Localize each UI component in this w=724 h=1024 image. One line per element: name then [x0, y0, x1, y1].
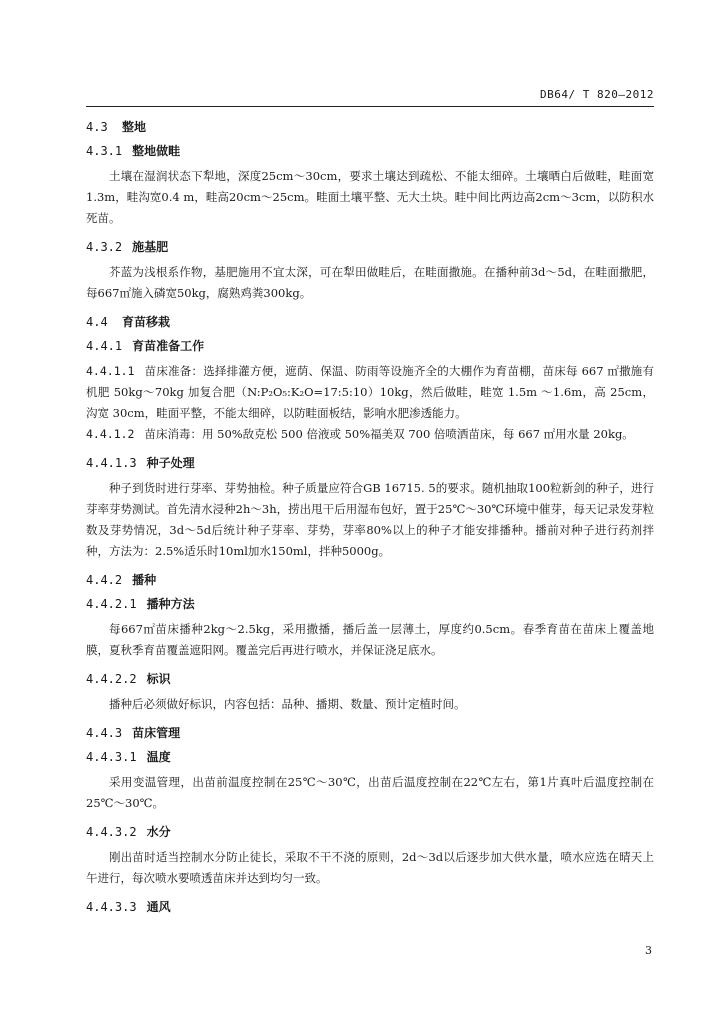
heading-4-4-2-2: 4.4.2.2 标识 — [86, 672, 171, 686]
heading-4-3-1: 4.3.1 整地做畦 — [86, 144, 181, 158]
paragraph-4-3-1: 土壤在湿润状态下犁地，深度25cm～30cm，要求土壤达到疏松、不能太细碎。土壤晒白后做畦，畦面宽1.3m，畦沟宽0.4 m，畦高20cm～25cm。畦面土壤平整、无大土块。畦中间比两边高2cm～3cm，以防积水死苗。 — [86, 169, 654, 225]
paragraph-4-4-3-1: 采用变温管理，出苗前温度控制在25℃～30℃，出苗后温度控制在22℃左右，第1片真叶后温度控制在25℃～30℃。 — [86, 775, 654, 810]
heading-4-3: 4.3 整地 — [86, 120, 147, 134]
item-4-4-1-1: 4.4.1.1 苗床准备：选择排灌方便，遮荫、保温、防雨等设施齐全的大棚作为育苗棚，苗床每 667 ㎡撒施有机肥 50kg～70kg 加复合肥（N:P₂O₅:K₂O=17:5:10）10kg，然后做畦，畦宽 1.5m ～1.6m，高 25cm，沟宽 30cm，畦面平整，不能太细碎，以防畦面板结，影响水肥渗透能力。 — [86, 364, 654, 420]
item-4-4-1-2: 4.4.1.2 苗床消毒：用 50%敌克松 500 倍液或 50%福美双 700 倍喷洒苗床，每 667 ㎡用水量 20kg。 — [86, 427, 634, 441]
heading-4-4-3-2: 4.4.3.2 水分 — [86, 825, 171, 839]
paragraph-4-4-3-2: 刚出苗时适当控制水分防止徒长，采取不干不浇的原则，2d～3d以后逐步加大供水量，喷水应选在晴天上午进行，每次喷水要喷透苗床并达到均匀一致。 — [86, 850, 654, 885]
document-code: DB64/ T 820—2012 — [540, 88, 654, 101]
paragraph-4-4-2-1: 每667㎡苗床播种2kg～2.5kg，采用撒播，播后盖一层薄土，厚度约0.5cm。春季育苗在苗床上覆盖地膜，夏秋季育苗覆盖遮阳网。覆盖完后再进行喷水，并保证浇足底水。 — [86, 622, 654, 657]
paragraph-4-3-2: 芥蓝为浅根系作物，基肥施用不宜太深，可在犁田做畦后，在畦面撒施。在播种前3d～5d，在畦面撒肥，每667㎡施入磷宽50kg，腐熟鸡粪300kg。 — [86, 265, 654, 300]
heading-4-4-1-3: 4.4.1.3 种子处理 — [86, 456, 195, 470]
heading-4-4-3-3: 4.4.3.3 通风 — [86, 900, 171, 914]
heading-4-4: 4.4 育苗移栽 — [86, 315, 171, 329]
heading-4-3-2: 4.3.2 施基肥 — [86, 240, 169, 254]
header-rule — [86, 106, 654, 107]
paragraph-4-4-1-3: 种子到货时进行芽率、芽势抽检。种子质量应符合GB 16715. 5的要求。随机抽取100粒新剑的种子，进行芽率芽势测试。首先清水浸种2h～3h，捞出甩干后用湿布包好，置于25℃～30℃环境中催芽，每天记录发芽粒数及芽势情况，3d～5d后统计种子芽率、芽势，芽率80%以上的种子才能安排播种。播前对种子进行药剂拌种，方法为：2.5%适乐时10ml加水150ml，拌种5000g。 — [86, 481, 654, 558]
heading-4-4-1: 4.4.1 育苗准备工作 — [86, 339, 205, 353]
page-number: 3 — [645, 944, 652, 957]
heading-4-4-3-1: 4.4.3.1 温度 — [86, 750, 171, 764]
heading-4-4-2-1: 4.4.2.1 播种方法 — [86, 597, 195, 611]
paragraph-4-4-2-2: 播种后必须做好标识，内容包括：品种、播期、数量、预计定植时间。 — [109, 697, 466, 711]
heading-4-4-2: 4.4.2 播种 — [86, 573, 157, 587]
heading-4-4-3: 4.4.3 苗床管理 — [86, 726, 181, 740]
document-body — [86, 118, 654, 916]
